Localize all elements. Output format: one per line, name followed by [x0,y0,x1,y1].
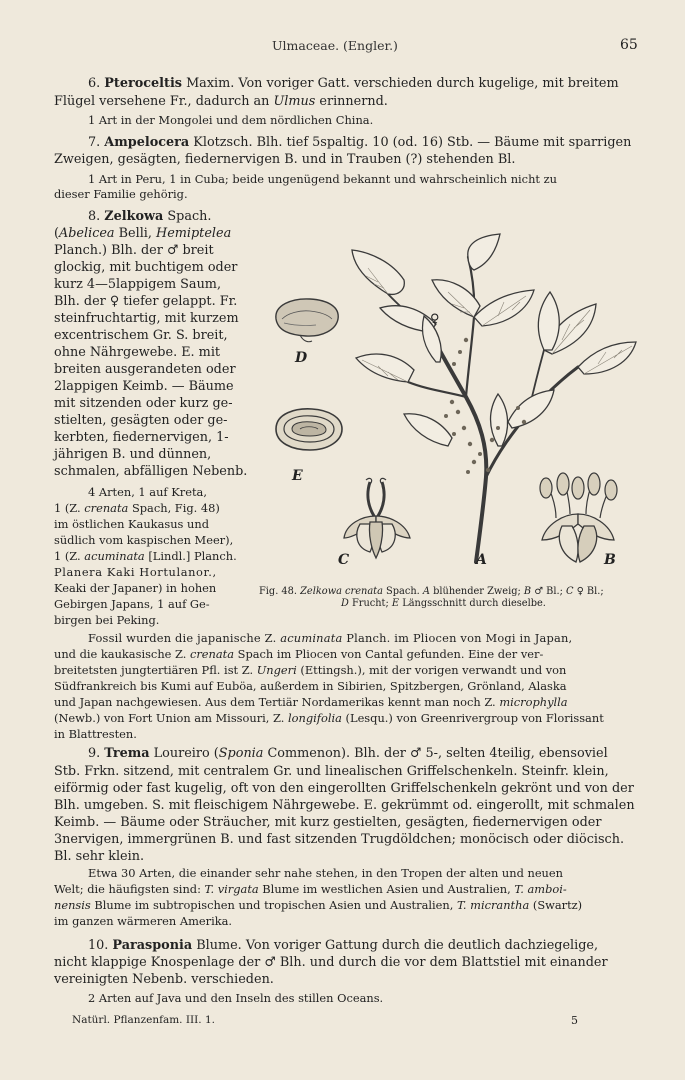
fossil-line-3: breitetsten jungtertiären Pfl. ist Z. Ungeri (Ettingsh.), mit der vorigen verwandt und von [54,663,567,677]
flower-illustration-c [340,472,415,562]
section-8-line-3: Planch.) Blh. der ♂ breit [54,243,214,258]
fossil-line-6: (Newb.) von Fort Union am Missouri, Z. longifolia (Lesqu.) von Greenrivergroup von Florissant [54,711,604,725]
section-9-line-1: 9. Trema Loureiro (Sponia Commenon). Blh. der ♂ 5-, selten 4teilig, ebensoviel [88,746,608,761]
section-8-note-9: birgen bei Peking. [54,613,160,627]
page-number: 65 [620,37,638,53]
fossil-line-4: Südfrankreich bis Kumi auf Euböa, außerdem in Sibirien, Spitzbergen, Grönland, Alaska [54,679,567,693]
genus-zelkowa: Zelkowa [104,209,164,224]
section-9-line-4: Blh. umgeben. S. mit fleischigem Nährgewebe. E. gekrümmt od. eingerollt, mit schmalen [54,798,635,813]
fossil-line-2: und die kaukasische Z. crenata Spach im Pliocen von Cantal gefunden. Eine der ver- [54,647,544,661]
section-8-line-10: breiten ausgerandeten oder [54,362,236,377]
section-9-line-2: Stb. Frkn. sitzend, mit centralem Gr. und linealischen Griffelschenkeln. Steinfr. klein, [54,764,609,779]
figure-caption-line-1: Fig. 48. Zelkowa crenata Spach. A blühender Zweig; B ♂ Bl.; C ♀ Bl.; [259,586,604,597]
section-9-line-6: 3nervigen, immergrünen B. und fast sitzenden Trugdöldchen; monöcisch oder diöcisch. [54,832,625,847]
section-8-line-16: schmalen, abfälligen Nebenb. [54,464,248,479]
figure-label-c: C [338,552,350,568]
section-8-line-4: glockig, mit buchtigem oder [54,260,238,275]
section-6-line-2: Flügel versehene Fr., dadurch an Ulmus erinnernd. [54,94,388,109]
section-8-line-11: 2lappigen Keimb. — Bäume [54,379,234,394]
section-9-line-5: Keimb. — Bäume oder Sträucher, mit kurz gestielten, gesägten, fiedernervigen oder [54,815,602,830]
section-9-note-4: im ganzen wärmeren Amerika. [54,914,233,928]
section-9-note-1: Etwa 30 Arten, die einander sehr nahe stehen, in den Tropen der alten und neuen [88,866,563,880]
section-8-line-2: (Abelicea Belli, Hemiptelea [54,226,232,241]
section-8-line-13: stielten, gesägten oder ge- [54,413,228,428]
genus-parasponia: Parasponia [112,938,193,953]
genus-pteroceltis: Pteroceltis [104,76,183,91]
fossil-line-1: Fossil wurden die japanische Z. acuminata Planch. im Pliocen von Mogi in Japan, [88,631,573,645]
figure-label-a: A [476,552,487,568]
section-7-note-1: 1 Art in Peru, 1 in Cuba; beide ungenügend bekannt und wahrscheinlich nicht zu [88,172,557,186]
figure-label-e: E [292,468,303,484]
female-symbol: ♀ [109,294,120,309]
section-8-note-4: südlich vom kaspischen Meer), [54,533,234,547]
fossil-line-5: und Japan nachgewiesen. Aus dem Tertiär Nordamerikas kennt man noch Z. microphylla [54,695,568,709]
section-8-line-1: 8. Zelkowa Spach. [88,209,212,224]
male-symbol: ♂ [166,243,179,258]
figure-label-d: D [295,350,308,366]
section-7-line-1: 7. Ampelocera Klotzsch. Blh. tief 5spaltig. 10 (od. 16) Stb. — Bäume mit sparrigen [88,135,632,150]
footer-left: Natürl. Pflanzenfam. III. 1. [72,1014,215,1026]
section-8-line-6: Blh. der ♀ tiefer gelappt. Fr. [54,294,238,309]
section-10-line-2: nicht klappige Knospenlage der ♂ Blh. und durch die vor dem Blattstiel mit einander [54,955,608,970]
section-7-line-2: Zweigen, gesägten, fiedernervigen B. und in Trauben (?) stehenden Bl. [54,152,516,167]
section-8-note-5: 1 (Z. acuminata [Lindl.] Planch. [54,549,237,563]
genus-ampelocera: Ampelocera [104,135,190,150]
section-8-note-2: 1 (Z. crenata Spach, Fig. 48) [54,501,220,515]
section-8-note-1: 4 Arten, 1 auf Kreta, [88,485,207,499]
figure-label-b: B [604,552,616,568]
section-8-line-9: ohne Nährgewebe. E. mit [54,345,221,360]
section-6-line-1: 6. Pteroceltis Maxim. Von voriger Gatt. verschieden durch kugelige, mit breitem [88,76,619,91]
section-7-note-2: dieser Familie gehörig. [54,187,188,201]
section-8-line-15: jährigen B. und dünnen, [54,447,212,462]
fossil-line-7: in Blattresten. [54,727,137,741]
figure-caption-line-2: D Frucht; E Längsschnitt durch dieselbe. [341,598,546,609]
section-8-line-5: kurz 4—5lappigem Saum, [54,277,222,292]
section-10-note: 2 Arten auf Java und den Inseln des stillen Oceans. [88,991,384,1005]
genus-trema: Trema [104,746,150,761]
section-8-note-8: Gebirgen Japans, 1 auf Ge- [54,597,210,611]
section-9-line-3: eiförmig oder fast kugelig, oft von den eingerollten Griffelschenkeln gekrönt und von der [54,781,634,796]
section-illustration-e [272,405,347,455]
running-head: Ulmaceae. (Engler.) [272,38,398,53]
section-8-note-7: Keaki der Japaner) in hohen [54,581,217,595]
fruit-illustration-d [270,295,345,345]
section-8-line-8: excentrischem Gr. S. breit, [54,328,228,343]
section-8-note-3: im östlichen Kaukasus und [54,517,209,531]
section-8-line-7: steinfruchtartig, mit kurzem [54,311,239,326]
section-9-note-2: Welt; die häufigsten sind: T. virgata Blume im westlichen Asien und Australien, T. amboi- [54,882,567,896]
section-8-note-6: Planera Kaki Hortulanor., [54,565,217,579]
section-9-note-3: nensis Blume im subtropischen und tropischen Asien und Australien, T. micrantha (Swartz) [54,898,583,912]
footer-signature: 5 [571,1014,578,1027]
section-9-line-7: Bl. sehr klein. [54,849,145,864]
section-8-line-14: kerbten, fiedernervigen, 1- [54,430,229,445]
female-symbol-label: ♀ [430,312,440,327]
section-10-line-1: 10. Parasponia Blume. Von voriger Gattung durch die deutlich dachziegelige, [88,938,599,953]
section-6-note: 1 Art in der Mongolei und dem nördlichen China. [88,113,374,127]
section-8-line-12: mit sitzenden oder kurz ge- [54,396,233,411]
section-10-line-3: vereinigten Nebenb. verschieden. [54,972,274,987]
